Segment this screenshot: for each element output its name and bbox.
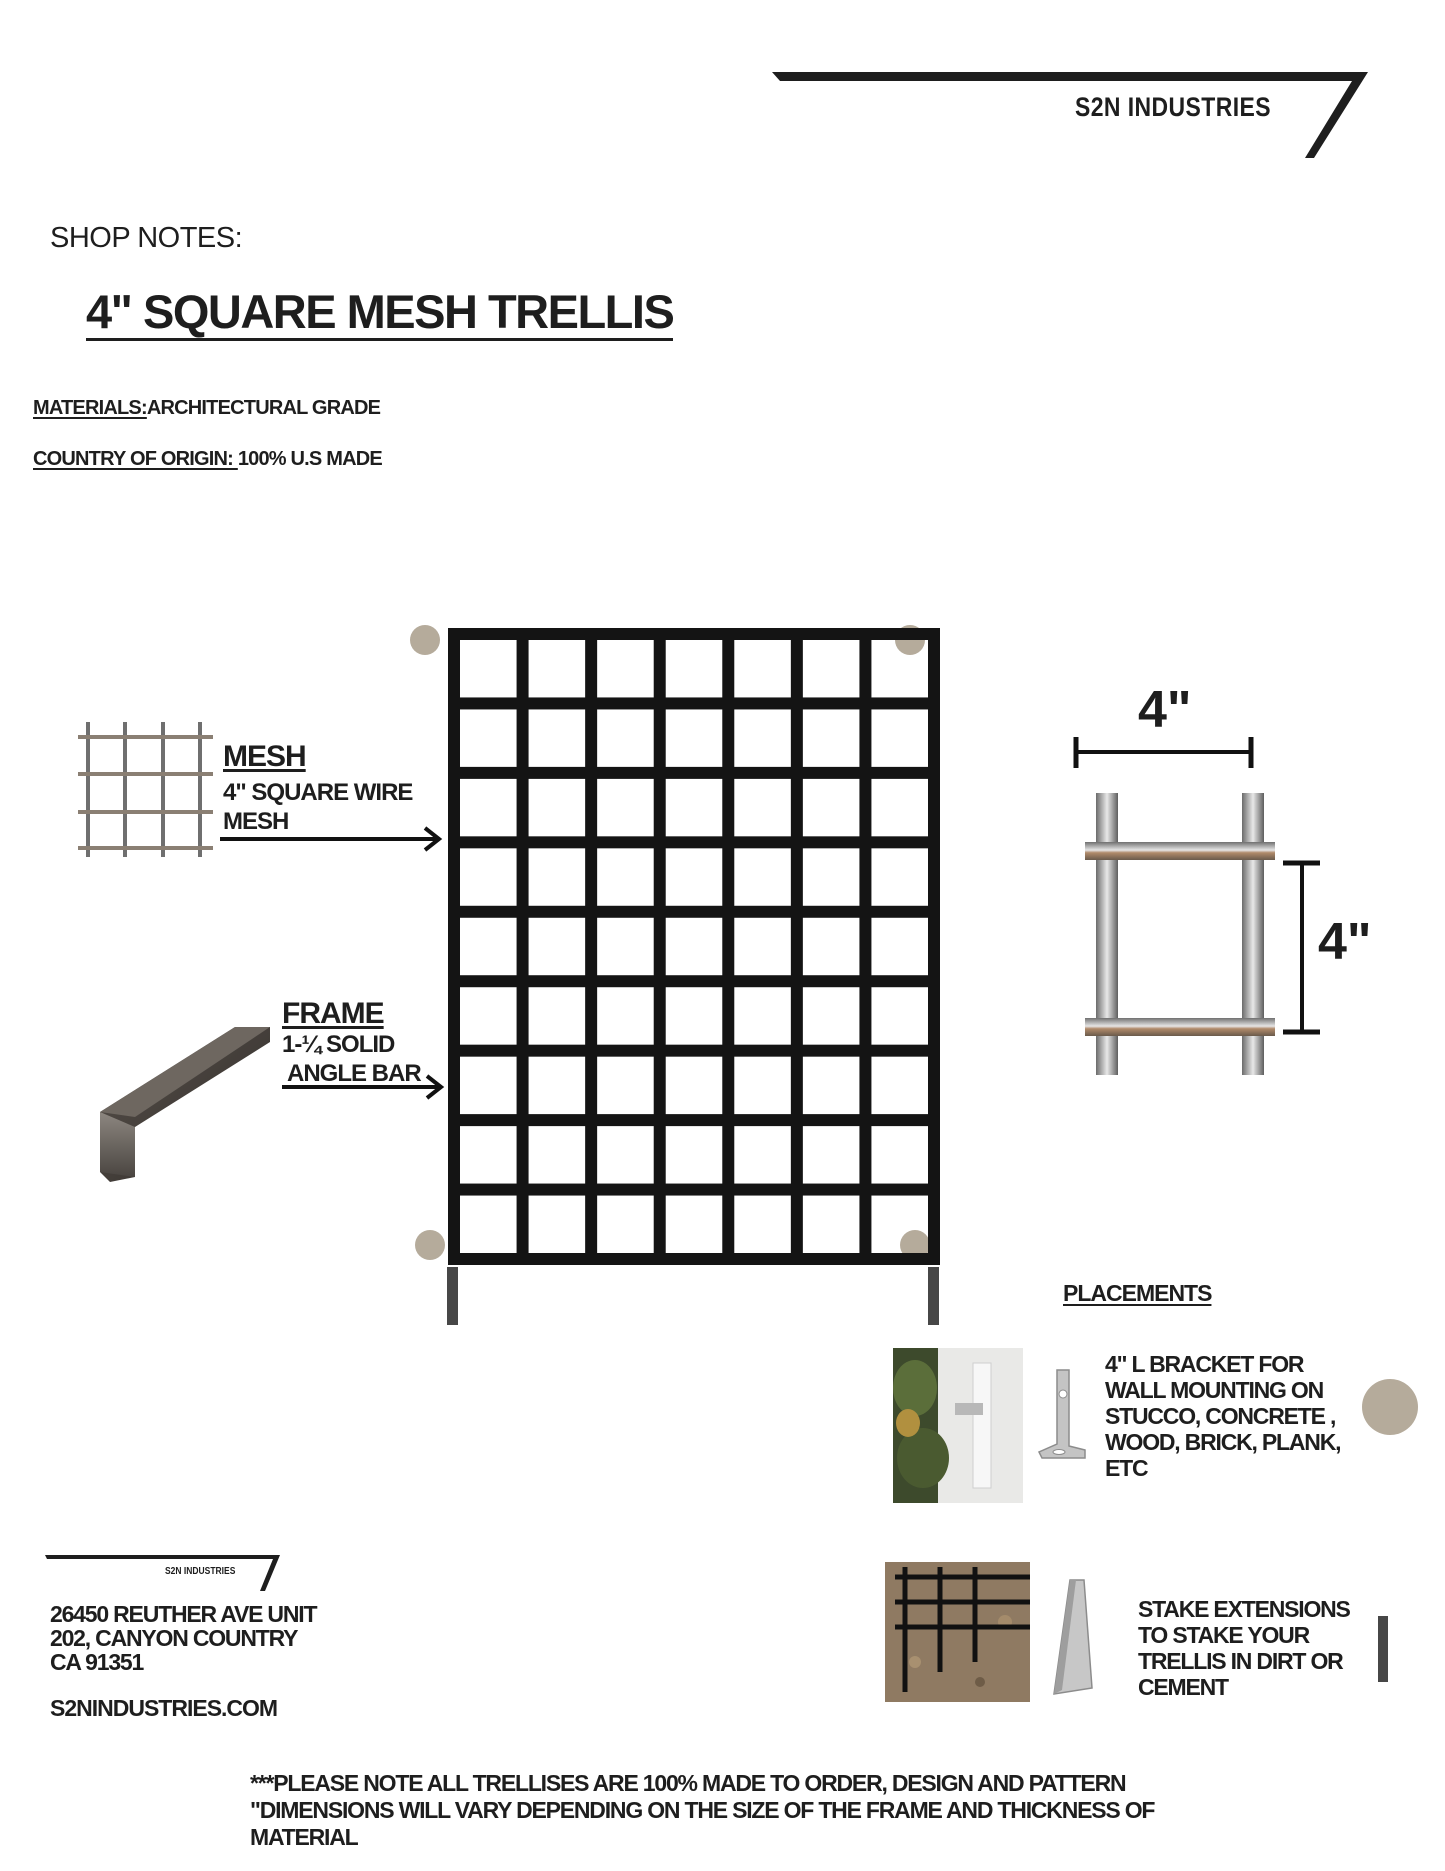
trellis-horizontal-bar (448, 628, 940, 640)
corner-dot-bottom-left (415, 1230, 445, 1260)
order-note-line: MATERIAL (250, 1824, 358, 1850)
trellis-horizontal-bar (448, 767, 940, 779)
brand-bar (772, 72, 1368, 158)
angle-bar-image (95, 1022, 270, 1182)
trellis-horizontal-bar (448, 906, 940, 918)
materials-value: ARCHITECTURAL GRADE (146, 397, 381, 419)
stake-marker-bar (1378, 1616, 1388, 1682)
materials-line (33, 397, 380, 420)
stake-extension-icon (1050, 1578, 1095, 1696)
page-title: 4" SQUARE MESH TRELLIS (86, 287, 673, 341)
trellis-horizontal-bar (448, 697, 940, 709)
trellis-horizontal-bar (448, 1253, 940, 1265)
height-dimension-label: 4" (1318, 913, 1372, 971)
footer-brand-bar (45, 1555, 280, 1591)
l-bracket-icon (1037, 1368, 1087, 1460)
mesh-description: 4" SQUARE WIRE MESH (223, 779, 413, 835)
section-label: SHOP NOTES: (50, 222, 243, 254)
wall-mount-photo (893, 1348, 1023, 1503)
order-note-line: ***PLEASE NOTE ALL TRELLISES ARE 100% MADE TO ORDER, DESIGN AND PATTERN (250, 1770, 1126, 1796)
address: 26450 REUTHER AVE UNIT 202, CANYON COUNTRY CA 91351 (50, 1601, 317, 1675)
stake-leg-right (928, 1267, 939, 1325)
trellis-vertical-bar (859, 628, 871, 1265)
mesh-detail-diagram (1040, 670, 1390, 1090)
horizontal-rod-top (1085, 842, 1275, 860)
mesh-arrow (220, 826, 445, 852)
trellis-vertical-bar (722, 628, 734, 1265)
materials-label: MATERIALS: (33, 397, 147, 419)
frame-arrow (282, 1074, 447, 1100)
width-dimension-label: 4" (1138, 681, 1192, 739)
frame-heading: FRAME (282, 997, 384, 1030)
trellis-vertical-bar (654, 628, 666, 1265)
placements-heading: PLACEMENTS (1063, 1280, 1212, 1306)
order-note (250, 1770, 1290, 1851)
brand-name: S2N INDUSTRIES (1075, 92, 1271, 122)
trellis-drawing (400, 615, 960, 1325)
trellis-horizontal-bar (448, 1114, 940, 1126)
bracket-marker-dot (1362, 1379, 1418, 1435)
website-link[interactable]: S2NINDUSTRIES.COM (50, 1695, 278, 1721)
trellis-vertical-bar (585, 628, 597, 1265)
stake-leg-left (447, 1267, 458, 1325)
stake-install-photo (885, 1562, 1030, 1702)
corner-dot-top-left (410, 625, 440, 655)
trellis-vertical-bar (928, 628, 940, 1265)
mesh-thumbnail (78, 722, 213, 857)
trellis-vertical-bar (791, 628, 803, 1265)
trellis-horizontal-bar (448, 836, 940, 848)
trellis-horizontal-bar (448, 1045, 940, 1057)
trellis-vertical-bar (517, 628, 529, 1265)
mesh-heading: MESH (223, 740, 306, 773)
frame-description-line2: ANGLE BAR (287, 1060, 421, 1087)
bracket-description: 4" L BRACKET FOR WALL MOUNTING ON STUCCO, CONCRETE , WOOD, BRICK, PLANK, ETC (1105, 1351, 1341, 1481)
trellis-vertical-bar (448, 628, 460, 1265)
horizontal-rod-bottom (1085, 1018, 1275, 1036)
stake-description: STAKE EXTENSIONS TO STAKE YOUR TRELLIS IN DIRT OR CEMENT (1138, 1596, 1350, 1700)
origin-label: COUNTRY OF ORIGIN: (33, 448, 238, 470)
origin-value: 100% U.S MADE (237, 448, 382, 470)
trellis-horizontal-bar (448, 1184, 940, 1196)
trellis-horizontal-bar (448, 975, 940, 987)
frame-description-line1: 1-¼ SOLID (282, 1031, 395, 1058)
footer-brand-name: S2N INDUSTRIES (165, 1566, 236, 1577)
trellis-frame (448, 628, 940, 1265)
origin-line (33, 448, 382, 471)
order-note-line: "DIMENSIONS WILL VARY DEPENDING ON THE SIZE OF THE FRAME AND THICKNESS OF (250, 1797, 1155, 1823)
